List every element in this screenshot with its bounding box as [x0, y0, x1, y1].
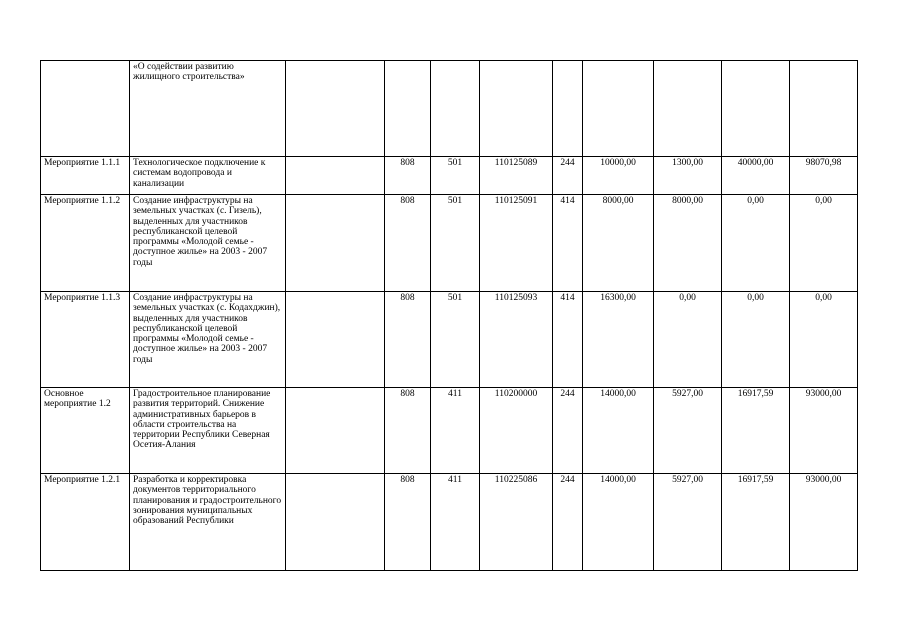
table-row: [41, 157, 858, 195]
executor-cell: [286, 61, 385, 157]
rzpr-cell: 411: [431, 474, 480, 571]
csr-cell: 110225086: [480, 474, 553, 571]
status-cell: Мероприятие 1.1.1: [41, 157, 130, 195]
name-cell: Градостроительное планирование развития территорий. Снижение административных барьеров в области строительства на территории Республики Северная Осетия-Алания: [130, 388, 286, 474]
year1-cell: 14000,00: [583, 474, 654, 571]
year3-cell: [722, 61, 790, 157]
grbs-cell: 808: [385, 292, 431, 388]
grbs-cell: 808: [385, 195, 431, 292]
year2-cell: 8000,00: [654, 195, 722, 292]
year4-cell: 93000,00: [790, 388, 858, 474]
year4-cell: 0,00: [790, 292, 858, 388]
grbs-cell: 808: [385, 157, 431, 195]
year1-cell: 10000,00: [583, 157, 654, 195]
vr-cell: 414: [553, 292, 583, 388]
grbs-cell: 808: [385, 474, 431, 571]
vr-cell: 244: [553, 388, 583, 474]
year2-cell: 5927,00: [654, 388, 722, 474]
year2-cell: 5927,00: [654, 474, 722, 571]
vr-cell: 244: [553, 157, 583, 195]
executor-cell: [286, 474, 385, 571]
year1-cell: 8000,00: [583, 195, 654, 292]
grbs-cell: [385, 61, 431, 157]
year1-cell: [583, 61, 654, 157]
name-cell: Разработка и корректировка документов территориального планирования и градостроительного зонирования муниципальных образований Республики: [130, 474, 286, 571]
vr-cell: [553, 61, 583, 157]
vr-cell: 244: [553, 474, 583, 571]
year3-cell: 40000,00: [722, 157, 790, 195]
budget-table: [40, 60, 858, 571]
status-cell: Основное мероприятие 1.2: [41, 388, 130, 474]
year3-cell: 0,00: [722, 195, 790, 292]
executor-cell: [286, 292, 385, 388]
status-cell: Мероприятие 1.2.1: [41, 474, 130, 571]
year4-cell: 93000,00: [790, 474, 858, 571]
csr-cell: 110125091: [480, 195, 553, 292]
csr-cell: 110125093: [480, 292, 553, 388]
grbs-cell: 808: [385, 388, 431, 474]
executor-cell: [286, 195, 385, 292]
rzpr-cell: 501: [431, 292, 480, 388]
name-cell: Технологическое подключение к системам водопровода и канализации: [130, 157, 286, 195]
table-row: [41, 195, 858, 292]
name-cell: Создание инфраструктуры на земельных участках (с. Гизель), выделенных для участников республиканской целевой программы «Молодой семье - доступное жилье» на 2003 - 2007 годы: [130, 195, 286, 292]
executor-cell: [286, 388, 385, 474]
rzpr-cell: [431, 61, 480, 157]
year3-cell: 16917,59: [722, 388, 790, 474]
year2-cell: [654, 61, 722, 157]
year4-cell: [790, 61, 858, 157]
name-cell: «О содействии развитию жилищного строительства»: [130, 61, 286, 157]
csr-cell: [480, 61, 553, 157]
year4-cell: 0,00: [790, 195, 858, 292]
table-row: [41, 292, 858, 388]
executor-cell: [286, 157, 385, 195]
year4-cell: 98070,98: [790, 157, 858, 195]
table-row: [41, 474, 858, 571]
year2-cell: 0,00: [654, 292, 722, 388]
rzpr-cell: 411: [431, 388, 480, 474]
status-cell: Мероприятие 1.1.2: [41, 195, 130, 292]
csr-cell: 110200000: [480, 388, 553, 474]
csr-cell: 110125089: [480, 157, 553, 195]
rzpr-cell: 501: [431, 195, 480, 292]
name-cell: Создание инфраструктуры на земельных участках (с. Кодахджин), выделенных для участников республиканской целевой программы «Молодой семье - доступное жилье» на 2003 - 2007 годы: [130, 292, 286, 388]
year2-cell: 1300,00: [654, 157, 722, 195]
table-row: [41, 61, 858, 157]
year3-cell: 16917,59: [722, 474, 790, 571]
year3-cell: 0,00: [722, 292, 790, 388]
vr-cell: 414: [553, 195, 583, 292]
rzpr-cell: 501: [431, 157, 480, 195]
status-cell: [41, 61, 130, 157]
year1-cell: 14000,00: [583, 388, 654, 474]
year1-cell: 16300,00: [583, 292, 654, 388]
status-cell: Мероприятие 1.1.3: [41, 292, 130, 388]
table-row: [41, 388, 858, 474]
